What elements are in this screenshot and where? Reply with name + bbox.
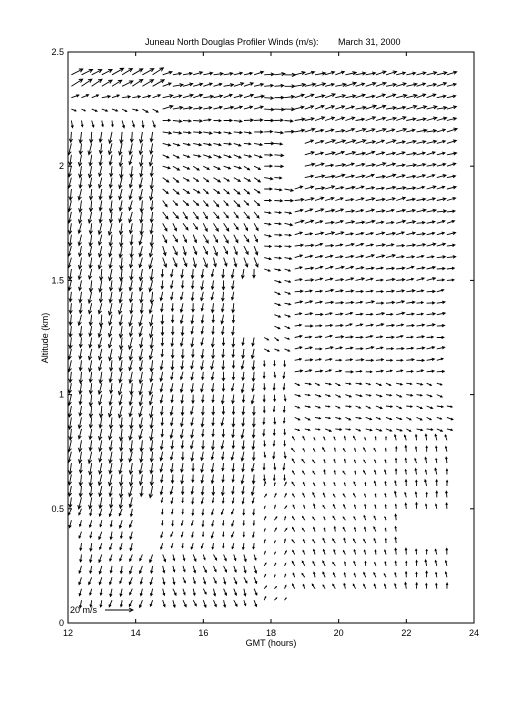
y-tick-label: 0.5 — [51, 503, 64, 514]
x-tick-label: 18 — [265, 628, 277, 638]
chart-title-left: Juneau North Douglas Profiler Winds (m/s): — [145, 37, 319, 47]
wind-vector — [386, 437, 387, 440]
scale-label: 20 m/s — [70, 605, 98, 615]
y-tick-label: 2 — [58, 161, 64, 172]
y-tick-label: 1 — [58, 389, 64, 400]
x-tick-label: 12 — [62, 628, 74, 638]
x-tick-label: 24 — [468, 628, 480, 638]
y-axis-label: Altitude (km) — [40, 312, 50, 364]
y-tick-label: 0 — [58, 618, 64, 628]
x-tick-label: 22 — [401, 628, 412, 638]
y-tick-label: 1.5 — [51, 275, 64, 286]
x-tick-label: 14 — [130, 628, 141, 638]
x-axis-label: GMT (hours) — [245, 638, 297, 648]
chart-title-right: March 31, 2000 — [338, 37, 401, 47]
x-tick-label: 16 — [198, 628, 209, 638]
y-tick-label: 2.5 — [51, 47, 64, 57]
x-tick-label: 20 — [333, 628, 344, 638]
